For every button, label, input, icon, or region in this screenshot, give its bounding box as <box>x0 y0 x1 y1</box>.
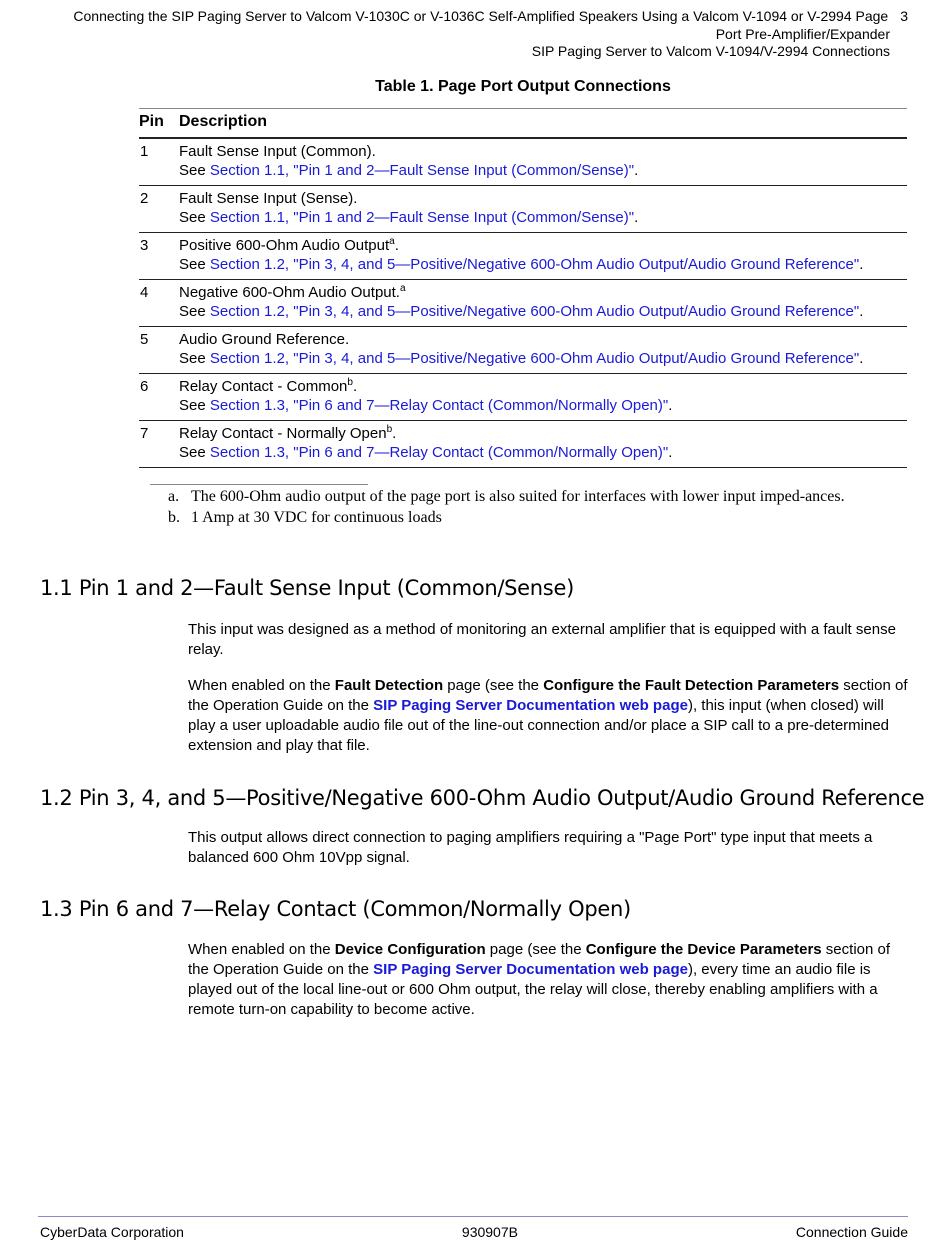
text-run: section of the Operation Guide on the <box>188 941 891 978</box>
footer-company: CyberData Corporation <box>40 1224 184 1240</box>
bold-term: Device Configuration <box>334 941 486 958</box>
column-header-description: Description <box>179 109 907 139</box>
footnote-reference: a <box>389 236 395 247</box>
description-cell <box>179 138 907 186</box>
see-label: See <box>179 397 210 414</box>
pin-number: 5 <box>139 327 179 374</box>
bold-term: Configure the Fault Detection Parameters <box>543 677 840 694</box>
punctuation: . <box>392 425 397 442</box>
section-cross-reference-link[interactable]: Section 1.1, "Pin 1 and 2—Fault Sense Input (Common/Sense)" <box>209 209 635 226</box>
pin-description: Relay Contact - Common <box>179 378 348 395</box>
text-run: ), this input (when closed) will play a user uploadable audio file out of the line-out connection and/or place a SIP call to a pre-determined extension and play that file. <box>188 697 890 754</box>
table-footnotes <box>168 486 868 528</box>
column-header-pin: Pin <box>139 109 179 139</box>
section-cross-reference-link[interactable]: Section 1.1, "Pin 1 and 2—Fault Sense Input (Common/Sense)" <box>209 162 635 179</box>
footnote-mark: a. <box>168 488 180 505</box>
bold-term: Fault Detection <box>334 677 444 694</box>
pin-number: 1 <box>139 138 179 186</box>
table-row <box>139 186 907 233</box>
see-label: See <box>179 303 210 320</box>
pin-description: Fault Sense Input (Common). <box>179 143 376 160</box>
section-1-1-paragraph-2 <box>188 676 910 756</box>
pin-description: Audio Ground Reference. <box>179 331 350 348</box>
pin-number: 3 <box>139 233 179 280</box>
punctuation: . <box>394 237 399 254</box>
section-cross-reference-link[interactable]: Section 1.2, "Pin 3, 4, and 5—Positive/Negative 600-Ohm Audio Output/Audio Ground Reference" <box>209 303 860 320</box>
page-number: 3 <box>900 8 908 24</box>
section-1-2-paragraph-1: This output allows direct connection to paging amplifiers requiring a "Page Port" type input that meets a balanced 600 Ohm 10Vpp signal. <box>188 829 873 866</box>
pin-number: 4 <box>139 280 179 327</box>
see-label: See <box>179 350 210 367</box>
pin-number: 6 <box>139 374 179 421</box>
text-run: When enabled on the <box>188 677 335 694</box>
pin-description: Positive 600-Ohm Audio Output <box>179 237 390 254</box>
documentation-link[interactable]: SIP Paging Server Documentation web page <box>373 697 688 714</box>
see-label: See <box>179 162 210 179</box>
footnote-reference: a <box>399 283 406 294</box>
table-row <box>139 327 907 374</box>
section-1-3-paragraph-1 <box>188 940 910 1020</box>
punctuation: . <box>634 209 639 226</box>
page-port-table <box>139 108 907 468</box>
text-run: section of the Operation Guide on the <box>188 677 908 714</box>
text-run: page (see the <box>485 941 586 958</box>
footnote-reference: b <box>347 377 353 388</box>
section-cross-reference-link[interactable]: Section 1.2, "Pin 3, 4, and 5—Positive/Negative 600-Ohm Audio Output/Audio Ground Reference" <box>209 256 860 273</box>
table-title: Table 1. Page Port Output Connections <box>375 78 671 95</box>
table-row <box>139 233 907 280</box>
table-row <box>139 374 907 421</box>
text-run: When enabled on the <box>188 941 335 958</box>
table-body <box>139 138 907 468</box>
description-cell <box>179 374 907 421</box>
see-label: See <box>179 209 210 226</box>
section-cross-reference-link[interactable]: Section 1.3, "Pin 6 and 7—Relay Contact (Common/Normally Open)" <box>209 444 669 461</box>
description-cell <box>179 421 907 468</box>
section-heading-1-3: 1.3 Pin 6 and 7—Relay Contact (Common/Normally Open) <box>40 897 631 921</box>
punctuation: . <box>352 378 358 395</box>
see-label: See <box>179 256 210 273</box>
footnote-divider <box>150 484 368 485</box>
footnote-reference: b <box>386 424 393 435</box>
header-title-line2: Port Pre-Amplifier/Expander <box>715 25 890 42</box>
punctuation: . <box>668 397 673 414</box>
section-cross-reference-link[interactable]: Section 1.3, "Pin 6 and 7—Relay Contact (Common/Normally Open)" <box>209 397 669 414</box>
footnote-text: 1 Amp at 30 VDC for continuous loads <box>191 509 442 526</box>
footer-doc-number: 930907B <box>461 1224 518 1240</box>
page-header <box>73 8 908 61</box>
punctuation: . <box>634 162 639 179</box>
text-run: page (see the <box>443 677 544 694</box>
description-cell <box>179 280 907 327</box>
table-row <box>139 280 907 327</box>
table-row <box>139 138 907 186</box>
header-section-title: SIP Paging Server to Valcom V-1094/V-2994 Connections <box>531 43 890 59</box>
section-heading-1-2: 1.2 Pin 3, 4, and 5—Positive/Negative 600-Ohm Audio Output/Audio Ground Reference <box>40 786 925 810</box>
section-heading-1-1: 1.1 Pin 1 and 2—Fault Sense Input (Common/Sense) <box>40 576 574 600</box>
description-cell <box>179 233 907 280</box>
footnote-mark: b. <box>168 509 180 526</box>
section-1-1-paragraph-1: This input was designed as a method of monitoring an external amplifier that is equipped with a fault sense relay. <box>188 621 896 658</box>
header-title-line1: Connecting the SIP Paging Server to Valcom V-1030C or V-1036C Self-Amplified Speakers Using a Valcom V-1094 or V-2994 Page <box>73 8 889 24</box>
punctuation: . <box>668 444 673 461</box>
pin-number: 7 <box>139 421 179 468</box>
bold-term: Configure the Device Parameters <box>585 941 822 958</box>
pin-description: Relay Contact - Normally Open <box>179 425 387 442</box>
punctuation: . <box>859 303 864 320</box>
punctuation: . <box>859 350 864 367</box>
description-cell <box>179 186 907 233</box>
footer-divider <box>38 1216 908 1217</box>
footnote-text: The 600-Ohm audio output of the page port is also suited for interfaces with lower input imped-ances. <box>191 488 845 505</box>
pin-description: Fault Sense Input (Sense). <box>179 190 358 207</box>
pin-description: Negative 600-Ohm Audio Output. <box>179 284 400 301</box>
footnote-b <box>168 507 868 528</box>
pin-number: 2 <box>139 186 179 233</box>
footnote-a <box>168 486 868 507</box>
documentation-link[interactable]: SIP Paging Server Documentation web page <box>373 961 688 978</box>
table-header-row <box>139 109 907 139</box>
punctuation: . <box>859 256 864 273</box>
table-row <box>139 421 907 468</box>
see-label: See <box>179 444 210 461</box>
section-cross-reference-link[interactable]: Section 1.2, "Pin 3, 4, and 5—Positive/Negative 600-Ohm Audio Output/Audio Ground Reference" <box>209 350 860 367</box>
footer-doc-type: Connection Guide <box>795 1224 908 1240</box>
description-cell <box>179 327 907 374</box>
page-footer <box>40 1224 908 1240</box>
text-run: ), every time an audio file is played out of the local line-out or 600 Ohm output, the relay will close, thereby enabling amplifiers with a remote turn-on capability to become active. <box>188 961 878 1018</box>
